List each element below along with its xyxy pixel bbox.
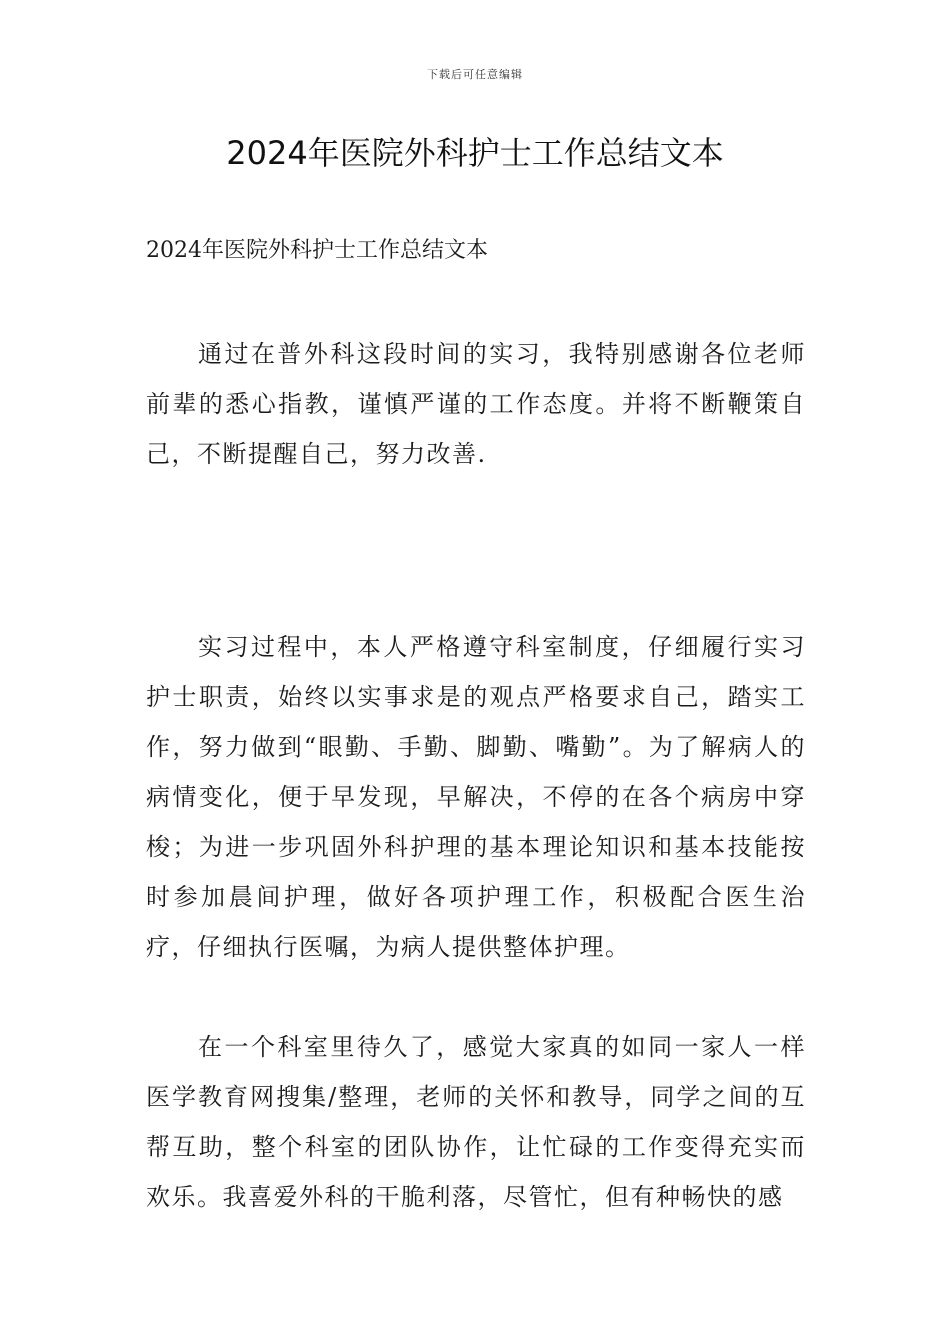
paragraph-1: 通过在普外科这段时间的实习，我特别感谢各位老师前辈的悉心指教，谨慎严谨的工作态度。并将不断鞭策自己，不断提醒自己，努力改善.: [146, 340, 806, 468]
header-note: 下载后可任意编辑: [427, 68, 523, 81]
paragraph-3: 在一个科室里待久了，感觉大家真的如同一家人一样医学教育网搜集/整理，老师的关怀和教导，同学之间的互帮互助，整个科室的团队协作，让忙碌的工作变得充实而欢乐。我喜爱外科的干脆利落，尽管忙，但有种畅快的感: [146, 1033, 806, 1211]
document-subtitle: 2024年医院外科护士工作总结文本: [146, 238, 488, 263]
paragraph-2: 实习过程中，本人严格遵守科室制度，仔细履行实习护士职责，始终以实事求是的观点严格要求自己，踏实工作，努力做到“眼勤、手勤、脚勤、嘴勤”。为了解病人的病情变化，便于早发现，早解决，不停的在各个病房中穿梭；为进一步巩固外科护理的基本理论知识和基本技能按时参加晨间护理，做好各项护理工作，积极配合医生治疗，仔细执行医嘱，为病人提供整体护理。: [146, 633, 806, 961]
document-title: 2024年医院外科护士工作总结文本: [226, 134, 724, 172]
